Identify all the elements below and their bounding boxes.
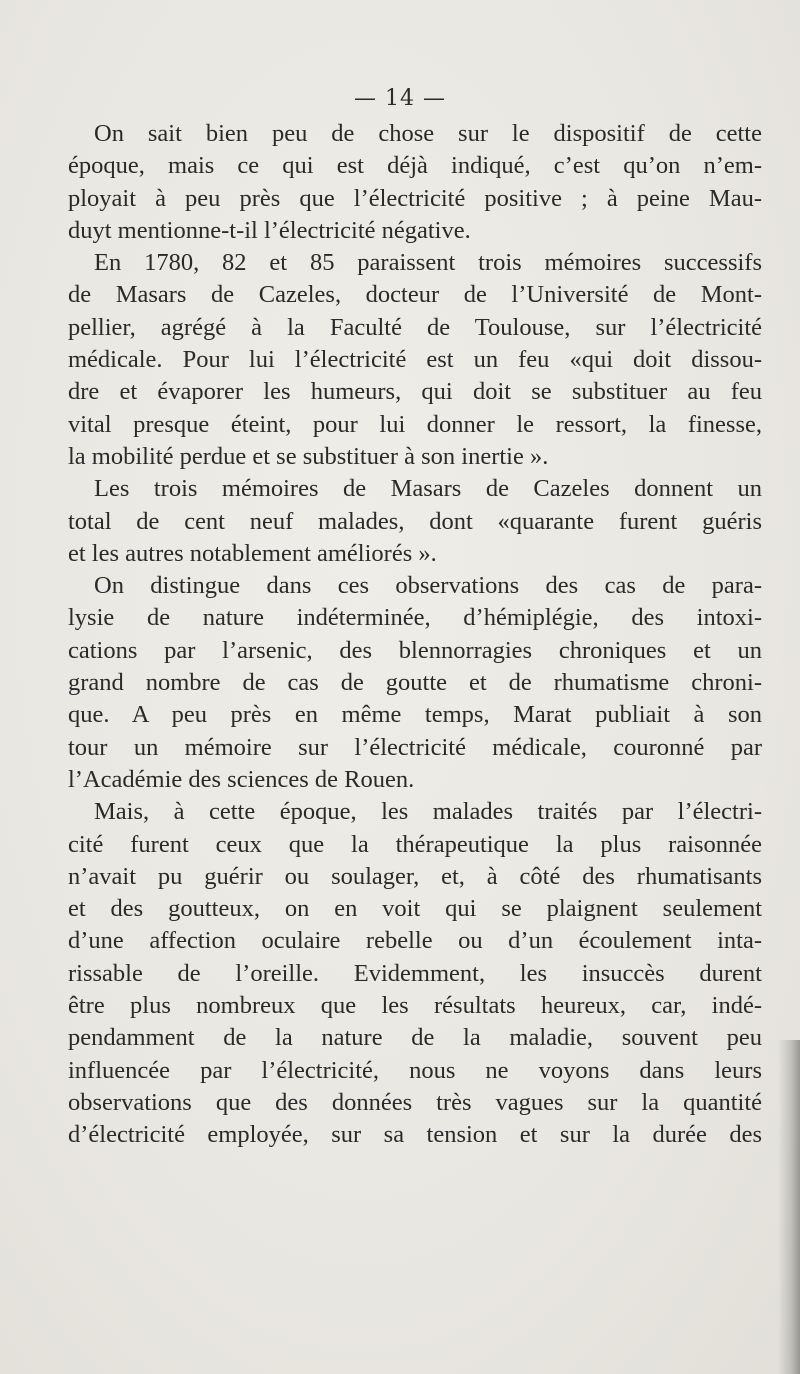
text-line: la mobilité perdue et se substituer à son inertie ».: [68, 442, 549, 470]
text-line: rissable de l’oreille. Evidemment, les insuccès durent: [68, 959, 762, 987]
body-text: [68, 118, 762, 1152]
text-line: époque, mais ce qui est déjà indiqué, c’est qu’on n’em-: [68, 152, 762, 180]
text-line: l’Académie des sciences de Rouen.: [68, 765, 415, 793]
text-line: grand nombre de cas de goutte et de rhumatisme chroni-: [68, 669, 762, 697]
page-edge-shadow: [778, 1040, 800, 1374]
text-line: médicale. Pour lui l’électricité est un feu «qui doit dissou-: [68, 346, 762, 374]
text-line: tour un mémoire sur l’électricité médicale, couronné par: [68, 733, 762, 761]
text-line: lysie de nature indéterminée, d’hémiplégie, des intoxi-: [68, 604, 762, 632]
text-line: de Masars de Cazeles, docteur de l’Université de Mont-: [68, 281, 762, 309]
text-line: cité furent ceux que la thérapeutique la plus raisonnée: [68, 830, 762, 858]
text-line: Mais, à cette époque, les malades traités par l’électri-: [94, 798, 762, 826]
text-line: pendamment de la nature de la maladie, souvent peu: [68, 1024, 762, 1052]
text-line: Les trois mémoires de Masars de Cazeles donnent un: [94, 475, 762, 503]
text-line: ployait à peu près que l’électricité positive ; à peine Mau-: [68, 184, 762, 212]
text-line: et des goutteux, on en voit qui se plaignent seulement: [68, 895, 762, 923]
page-number: — 14 —: [354, 86, 446, 111]
text-line: En 1780, 82 et 85 paraissent trois mémoires successifs: [94, 249, 762, 277]
text-line: pellier, agrégé à la Faculté de Toulouse, sur l’électricité: [68, 313, 762, 341]
text-line: cations par l’arsenic, des blennorragies chroniques et un: [68, 636, 762, 664]
text-line: et les autres notablement améliorés ».: [68, 539, 437, 567]
text-line: être plus nombreux que les résultats heureux, car, indé-: [68, 992, 762, 1020]
text-line: vital presque éteint, pour lui donner le ressort, la finesse,: [68, 410, 762, 438]
text-line: n’avait pu guérir ou soulager, et, à côté des rhumatisants: [68, 862, 762, 890]
text-line: duyt mentionne-t-il l’électricité négative.: [68, 216, 471, 244]
text-line: d’électricité employée, sur sa tension et sur la durée des: [68, 1121, 762, 1149]
text-line: d’une affection oculaire rebelle ou d’un écoulement inta-: [68, 927, 762, 955]
text-line: observations que des données très vagues sur la quantité: [68, 1088, 762, 1116]
text-line: que. A peu près en même temps, Marat publiait à son: [68, 701, 762, 729]
text-line: On sait bien peu de chose sur le dispositif de cette: [94, 120, 762, 147]
text-line: dre et évaporer les humeurs, qui doit se substituer au feu: [68, 378, 762, 406]
text-line: influencée par l’électricité, nous ne voyons dans leurs: [68, 1056, 762, 1084]
text-line: On distingue dans ces observations des cas de para-: [94, 572, 762, 600]
text-line: total de cent neuf malades, dont «quarante furent guéris: [68, 507, 762, 535]
